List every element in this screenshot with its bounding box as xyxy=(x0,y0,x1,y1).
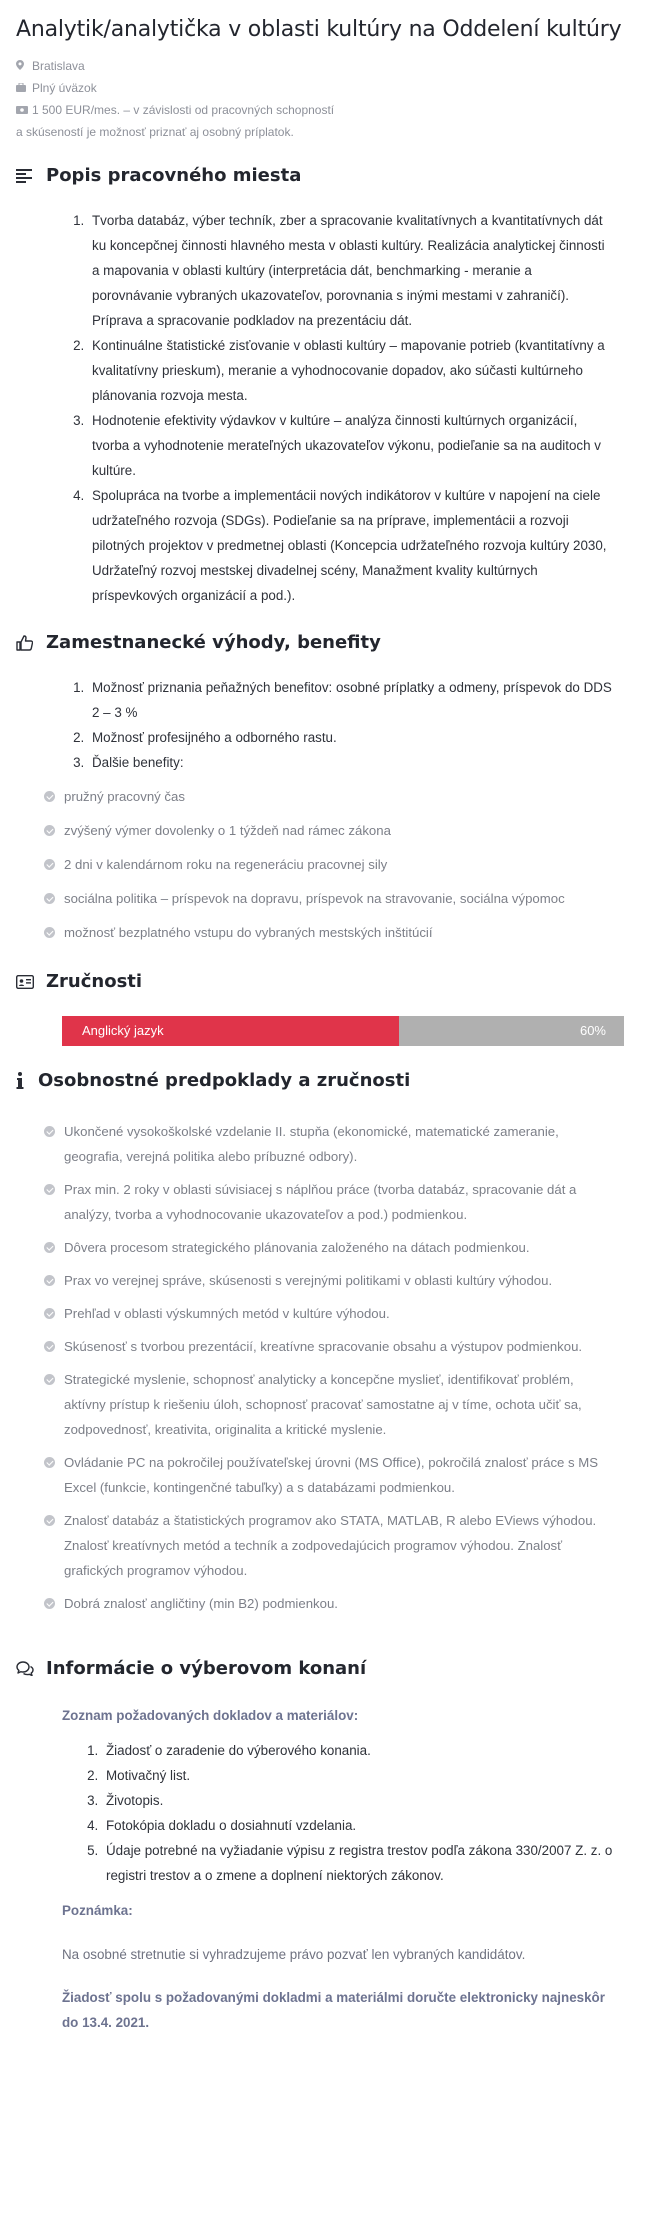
salary-row xyxy=(16,100,336,143)
skills-heading xyxy=(16,971,658,992)
check-circle-icon xyxy=(44,1341,55,1352)
requirement-item: Dôvera procesom strategického plánovania založeného na dátach podmienkou. xyxy=(44,1235,618,1260)
job-meta xyxy=(16,56,336,143)
extra-benefit-item: pružný pracovný čas xyxy=(44,784,618,809)
docs-list xyxy=(62,1738,614,1888)
extra-benefit-item: zvýšený výmer dovolenky o 1 týždeň nad rámec zákona xyxy=(44,818,618,843)
requirement-item: Ovládanie PC na pokročilej používateľskej úrovni (MS Office), pokročilá znalosť práce s MS Excel (funkcie, kontingenčné tabuľky) a s databázami podmienkou. xyxy=(44,1450,618,1500)
description-item: 1. Tvorba databáz, výber techník, zber a spracovanie kvalitatívnych a kvantitatívnych dát ku koncepčnej činnosti hlavného mesta v oblasti kultúry. Realizácia analytickej činnosti a mapovania v oblasti kultúry (interpretácia dát, benchmarking - meranie a porovnávanie vybraných ukazovateľov, porovnania s inými mestami v zahraničí). Príprava a spracovanie podkladov na prezentáciu dát. xyxy=(88,208,614,333)
docs-title: Zoznam požadovaných dokladov a materiálov: xyxy=(62,1708,359,1723)
skill-percent: 60% xyxy=(579,1023,606,1038)
benefits-list xyxy=(16,675,658,775)
comments-icon xyxy=(16,1661,46,1676)
check-circle-icon xyxy=(44,1374,55,1385)
benefit-item: 2. Možnosť profesijného a odborného rastu. xyxy=(88,725,614,750)
doc-item: 2. Motivačný list. xyxy=(102,1763,614,1788)
requirement-item: Skúsenosť s tvorbou prezentácií, kreatívne spracovanie obsahu a výstupov podmienkou. xyxy=(44,1334,618,1359)
selection-heading xyxy=(16,1658,658,1679)
check-circle-icon xyxy=(44,927,55,938)
note-title: Poznámka: xyxy=(62,1903,133,1918)
doc-item: 4. Fotokópia dokladu o dosiahnutí vzdelania. xyxy=(102,1813,614,1838)
skill-bar xyxy=(62,1016,624,1046)
extra-benefits-list xyxy=(16,784,658,945)
extra-benefit-item: možnosť bezplatného vstupu do vybraných mestských inštitúcií xyxy=(44,920,618,945)
benefit-item: 1. Možnosť priznania peňažných benefitov: osobné príplatky a odmeny, príspevok do DDS 2 – 3 % xyxy=(88,675,614,725)
salary-text: 1 500 EUR/mes. – v závislosti od pracovných schopností a skúseností je možnosť priznať aj osobný príplatok. xyxy=(16,103,335,139)
check-circle-icon xyxy=(44,1308,55,1319)
skill-label: Anglický jazyk xyxy=(82,1023,164,1038)
location-row xyxy=(16,56,336,78)
requirement-item: Znalosť databáz a štatistických programov ako STATA, MATLAB, R alebo EViews výhodou. Znalosť kreatívnych metód a techník a zodpovedajúcich programov výhodou. Znalosť grafických programov výhodou. xyxy=(44,1508,618,1583)
doc-item: 1. Žiadosť o zaradenie do výberového konania. xyxy=(102,1738,614,1763)
selection-heading-text: Informácie o výberovom konaní xyxy=(46,1658,367,1679)
check-circle-icon xyxy=(44,1242,55,1253)
extra-benefit-item: 2 dni v kalendárnom roku na regeneráciu pracovnej sily xyxy=(44,852,618,877)
thumbs-up-icon xyxy=(16,635,46,651)
description-item: 3. Hodnotenie efektivity výdavkov v kultúre – analýza činnosti kultúrnych organizácií, tvorba a vyhodnotenie merateľných ukazovateľov výkonu, podieľanie sa na auditoch v kultúre. xyxy=(88,408,614,483)
note-text: Na osobné stretnutie si vyhradzujeme právo pozvať len vybraných kandidátov. xyxy=(62,1947,526,1962)
selection-info xyxy=(16,1703,658,2051)
money-bill-icon xyxy=(16,101,30,122)
description-heading-text: Popis pracovného miesta xyxy=(46,165,302,186)
check-circle-icon xyxy=(44,893,55,904)
skills-heading-text: Zručnosti xyxy=(46,971,143,992)
description-list xyxy=(16,208,658,608)
requirement-item: Dobrá znalosť angličtiny (min B2) podmienkou. xyxy=(44,1591,618,1616)
doc-item: 5. Údaje potrebné na vyžiadanie výpisu z registra trestov podľa zákona 330/2007 Z. z. o registri trestov a o zmene a doplnení niektorých zákonov. xyxy=(102,1838,614,1888)
requirement-item: Prax min. 2 roky v oblasti súvisiacej s náplňou práce (tvorba databáz, spracovanie dát a analýzy, tvorba a vyhodnocovanie ukazovateľov a pod.) podmienkou. xyxy=(44,1177,618,1227)
requirement-item: Prax vo verejnej správe, skúsenosti s verejnými politikami v oblasti kultúry výhodou. xyxy=(44,1268,618,1293)
requirements-heading xyxy=(16,1070,658,1091)
requirement-item: Ukončené vysokoškolské vzdelanie II. stupňa (ekonomické, matematické zameranie, geografia, verejná politika alebo príbuzné odbory). xyxy=(44,1119,618,1169)
job-type-row xyxy=(16,78,336,100)
requirement-item: Prehľad v oblasti výskumných metód v kultúre výhodou. xyxy=(44,1301,618,1326)
benefits-heading xyxy=(16,632,658,653)
check-circle-icon xyxy=(44,859,55,870)
requirement-item: Strategické myslenie, schopnosť analyticky a koncepčne myslieť, identifikovať problém, aktívny prístup k riešeniu úloh, schopnosť pracovať samostatne aj v tíme, ochota učiť sa, zodpovednosť, kreativita, originalita a kritické myslenie. xyxy=(44,1367,618,1442)
check-circle-icon xyxy=(44,1275,55,1286)
align-left-icon xyxy=(16,169,46,183)
job-title: Analytik/analytička v oblasti kultúry na Oddelení kultúry xyxy=(16,17,622,42)
check-circle-icon xyxy=(44,825,55,836)
briefcase-icon xyxy=(16,79,30,100)
check-circle-icon xyxy=(44,1457,55,1468)
map-pin-icon xyxy=(16,57,30,78)
check-circle-icon xyxy=(44,1184,55,1195)
check-circle-icon xyxy=(44,1126,55,1137)
description-item: 2. Kontinuálne štatistické zisťovanie v oblasti kultúry – mapovanie potrieb (kvantitatívny a kvalitatívny prieskum), meranie a vyhodnocovanie dopadov, ako súčasti kultúrneho plánovania rozvoja mesta. xyxy=(88,333,614,408)
benefit-item: 3. Ďalšie benefity: xyxy=(88,750,614,775)
doc-item: 3. Životopis. xyxy=(102,1788,614,1813)
job-type-text: Plný úväzok xyxy=(32,81,97,95)
check-circle-icon xyxy=(44,1515,55,1526)
deadline-text: Žiadosť spolu s požadovanými dokladmi a materiálmi doručte elektronicky najneskôr do 13.4. 2021. xyxy=(62,1990,605,2030)
description-heading xyxy=(16,165,658,186)
location-text: Bratislava xyxy=(32,59,85,73)
requirements-list xyxy=(16,1119,658,1616)
id-card-icon xyxy=(16,975,46,989)
extra-benefit-item: sociálna politika – príspevok na dopravu, príspevok na stravovanie, sociálna výpomoc xyxy=(44,886,618,911)
info-icon xyxy=(16,1072,38,1089)
check-circle-icon xyxy=(44,791,55,802)
check-circle-icon xyxy=(44,1598,55,1609)
requirements-heading-text: Osobnostné predpoklady a zručnosti xyxy=(38,1070,411,1091)
benefits-heading-text: Zamestnanecké výhody, benefity xyxy=(46,632,381,653)
description-item: 4. Spolupráca na tvorbe a implementácii nových indikátorov v kultúre v napojení na ciele udržateľného rozvoja (SDGs). Podieľanie sa na príprave, implementácii a rozvoji pilotných projektov v predmetnej oblasti (Koncepcia udržateľného rozvoja kultúry 2030, Udržateľný rozvoj mestskej divadelnej scény, Manažment kvality kultúrnych príspevkových organizácií a pod.). xyxy=(88,483,614,608)
